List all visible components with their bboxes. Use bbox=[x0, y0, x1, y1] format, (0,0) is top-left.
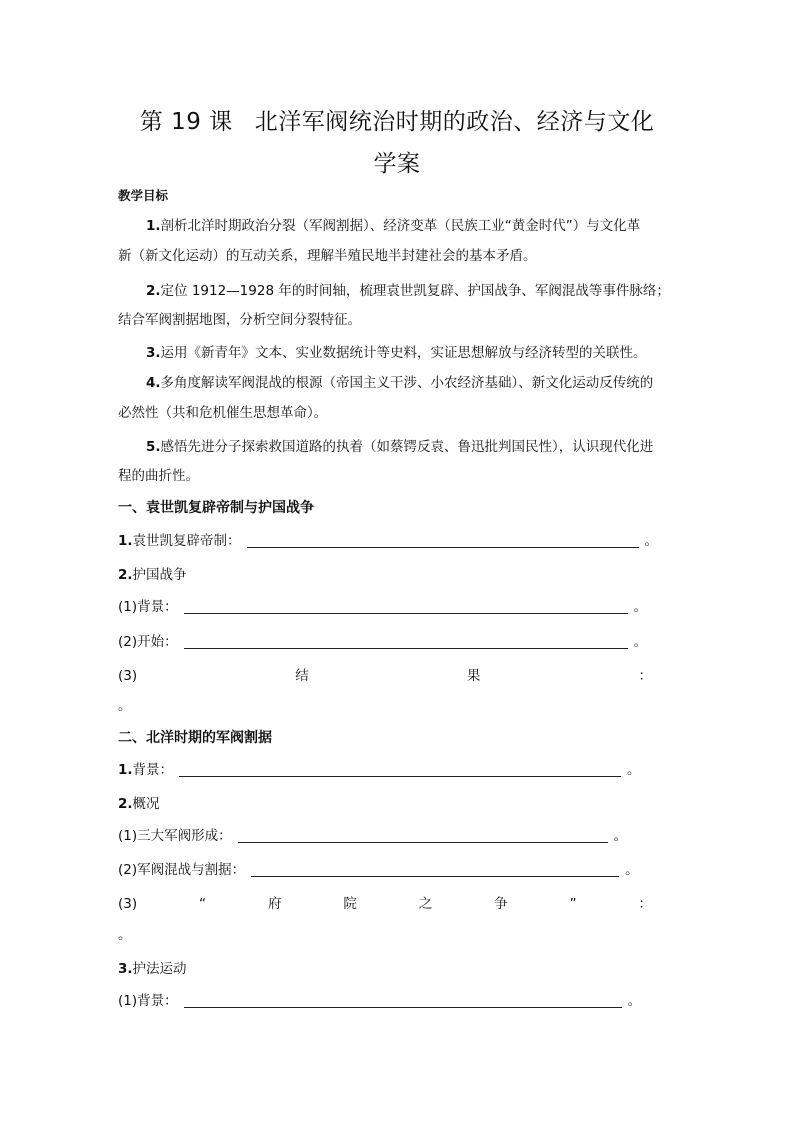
section2-sub3: (3) “ 府 院 之 争 ” ： bbox=[118, 896, 652, 912]
objective-4-line1: 4.多角度解读军阀混战的根源（帝国主义干涉、小农经济基础）、新文化运动反传统的 bbox=[146, 375, 654, 391]
answer-blank[interactable] bbox=[179, 762, 621, 777]
objective-2-line2: 结合军阀割据地图，分析空间分裂特征。 bbox=[118, 312, 361, 328]
objectives-heading: 教学目标 bbox=[118, 188, 169, 203]
objective-5-line1: 5.感悟先进分子探索救国道路的执着（如蔡锷反袁、鲁迅批判国民性），认识现代化进 bbox=[146, 439, 654, 455]
objective-2-line1: 2.定位 1912—1928 年的时间轴，梳理袁世凯复辟、护国战争、军阀混战等事件脉络； bbox=[146, 283, 670, 299]
objective-1-line1: 1.剖析北洋时期政治分裂（军阀割据）、经济变革（民族工业“黄金时代”）与文化革 bbox=[146, 218, 641, 234]
objective-4-line2: 必然性（共和危机催生思想革命）。 bbox=[118, 405, 328, 421]
section2-q3: 3.护法运动 bbox=[118, 961, 187, 977]
section2-q2: 2.概况 bbox=[118, 796, 160, 812]
objective-1-line2: 新（新文化运动）的互动关系，理解半殖民地半封建社会的基本矛盾。 bbox=[118, 248, 537, 264]
section1-sub3: (3) 结 果 ： bbox=[118, 668, 652, 684]
section2-q3-sub1: (1)背景： 。 bbox=[118, 993, 642, 1009]
lesson-title: 北洋军阀统治时期的政治、经济与文化 bbox=[254, 109, 655, 135]
answer-blank[interactable] bbox=[184, 634, 628, 649]
section1-q1: 1.袁世凯复辟帝制： 。 bbox=[118, 533, 658, 549]
section1-q2: 2.护国战争 bbox=[118, 567, 187, 583]
answer-blank[interactable] bbox=[238, 828, 608, 843]
section2-heading: 二、北洋时期的军阀割据 bbox=[118, 730, 272, 746]
section1-sub2: (2)开始： 。 bbox=[118, 634, 648, 650]
section1-sub3-period: 。 bbox=[118, 698, 132, 714]
lesson-number: 第 19 课 bbox=[139, 109, 233, 135]
answer-blank[interactable] bbox=[184, 993, 622, 1008]
section2-q1: 1.背景： 。 bbox=[118, 762, 641, 778]
section2-sub1: (1)三大军阀形成： 。 bbox=[118, 828, 628, 844]
page-subtitle: 学案 bbox=[373, 151, 421, 177]
page-title bbox=[0, 103, 794, 136]
section2-sub3-period: 。 bbox=[118, 927, 132, 943]
answer-blank[interactable] bbox=[184, 599, 628, 614]
answer-blank[interactable] bbox=[247, 533, 639, 548]
objective-5-line2: 程的曲折性。 bbox=[118, 468, 199, 484]
section1-sub1: (1)背景： 。 bbox=[118, 599, 648, 615]
section1-heading: 一、袁世凯复辟帝制与护国战争 bbox=[118, 500, 314, 516]
objective-3-line1: 3.运用《新青年》文本、实业数据统计等史料，实证思想解放与经济转型的关联性。 bbox=[146, 345, 647, 361]
answer-blank[interactable] bbox=[251, 862, 619, 877]
section2-sub2: (2)军阀混战与割据： 。 bbox=[118, 862, 639, 878]
